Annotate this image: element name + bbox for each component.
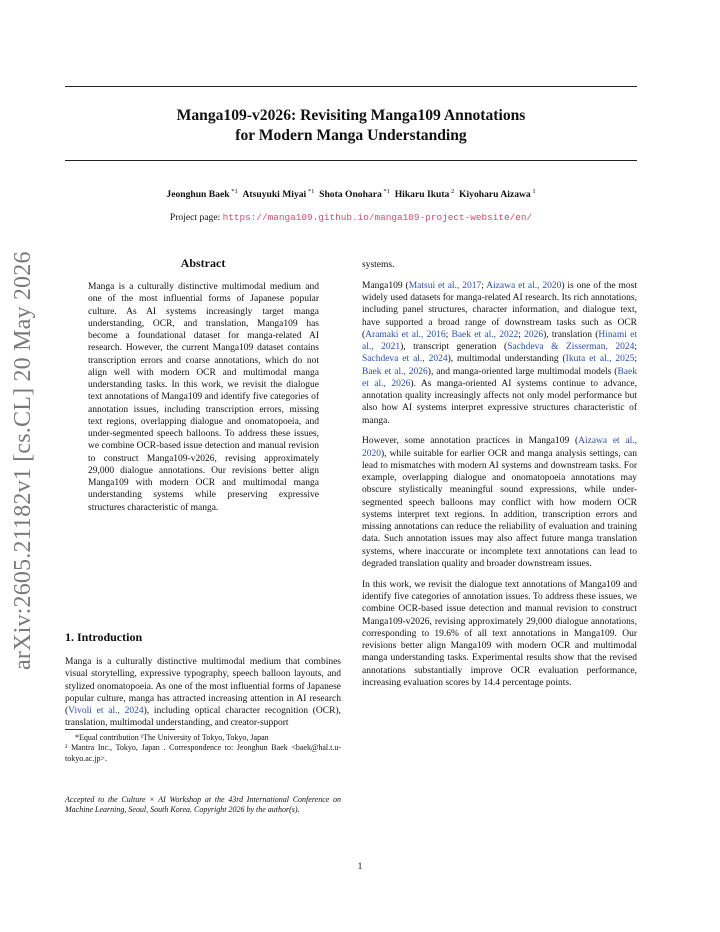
author-name: Hikaru Ikuta $^2$: [394, 188, 455, 201]
citation-link[interactable]: Matsui et al., 2017: [408, 280, 482, 291]
paragraph-text: ;: [481, 280, 487, 291]
arxiv-identifier: arXiv:2605.21182v1 [cs.CL] 20 May 2026: [10, 251, 36, 670]
abstract-text: [88, 281, 319, 514]
intro-paragraph-2: [362, 280, 637, 427]
project-url-link[interactable]: https://manga109.github.io/manga109-project-website/en/: [222, 212, 533, 223]
citation-link[interactable]: Aizawa et al., 2020: [362, 436, 637, 459]
introduction-heading: 1. Introduction: [65, 630, 143, 644]
intro-text-segment: Manga is a culturally distinctive multimodal medium that combines visual storytelling, expressive typography, speech balloon layouts, and stylized onomatopoeia. As one of the most influential forms of Japanese popular culture, manga has attracted increasing attention in AI research (: [65, 657, 341, 716]
author-name: Jeonghun Baek $^{*1}$: [166, 188, 238, 201]
paragraph-text: ;: [634, 342, 638, 353]
paragraph-text: ), transcript generation (: [400, 342, 508, 353]
paragraph-text: ), translation (: [543, 329, 599, 340]
paper-title: [65, 106, 637, 146]
project-page: [65, 212, 637, 223]
citation-link[interactable]: Aramaki et al., 2016: [365, 329, 446, 340]
citation-link[interactable]: Baek et al., 2026: [362, 366, 428, 377]
title-line-1: Manga109-v2026: Revisiting Manga109 Annotations: [176, 107, 526, 124]
paragraph-text: ;: [634, 354, 638, 365]
paragraph-text: However, some annotation practices in Manga109 (: [362, 436, 579, 447]
abstract-paragraph: Manga is a culturally distinctive multimodal medium and one of the most influential forms of Japanese popular culture. As AI systems increasingly target manga understanding, OCR, and translation, Manga109 has become a foundational dataset for manga-related AI research. However, the current Manga109 dataset contains transcription errors and coarse annotations, which do not align well with modern OCR and multimodal manga understanding tasks. In this work, we revisit the dialogue text annotations of Manga109 and identify five categories of annotation issues, including transcription errors, missing text regions, overlapping dialogue and onomatopoeia, and under-segmented speech balloons. To address these issues, we combine OCR-based issue detection and manual revision to construct Manga109-v2026, revising approximately 29,000 dialogue annotations. Our revisions better align Manga109 with modern OCR and multimodal manga understanding systems while preserving expressive structures characteristic of manga.: [88, 282, 319, 513]
page-number: 1: [357, 862, 363, 872]
author-affiliation-mark: *1: [306, 188, 315, 195]
intro-text-segment: ), including optical character recognition (OCR), translation, multimodal understanding, and creator-support: [65, 706, 341, 729]
intro-paragraph-4: In this work, we revisit the dialogue text annotations of Manga109 and identify five categories of annotation issues. To address these issues, we combine OCR-based issue detection and manual revision to construct Manga109-v2026, revising approximately 29,000 dialogue annotations, corresponding to 19.6% of all text annotations in Manga109. Our revisions better align Manga109 with modern OCR and multimodal manga understanding tasks. Experimental results show that the revised annotations substantially improve OCR evaluation performance, increasing evaluation scores by 14.4 percentage points.: [362, 579, 637, 688]
author-name: Shota Onohara $^{*1}$: [319, 188, 390, 201]
abstract-heading: Abstract: [180, 256, 226, 270]
paragraph-text: ) is one of the most widely used datasets for manga-related AI research. Its rich annotations, including panel structures, character information, and dialogue text, have supported a broad range of downstream tasks such as OCR (: [362, 280, 638, 340]
citation-link[interactable]: Sachdeva et al., 2024: [362, 354, 448, 365]
citation-link[interactable]: Ikuta et al., 2025: [565, 354, 635, 365]
paragraph-text: ). As manga-oriented AI systems continue to advance, annotation quality increasingly affects not only model performance but also how AI systems interpret expressive structures characteristic of manga.: [362, 378, 637, 426]
citation-link[interactable]: Vivoli et al., 2024: [68, 706, 144, 716]
citation-link[interactable]: 2026: [524, 329, 544, 340]
introduction-text: [65, 656, 341, 730]
paragraph-text: ), multimodal understanding (: [447, 354, 566, 365]
author-name: Atsuyuki Miyai $^{*1}$: [242, 188, 315, 201]
author-affiliation-mark: *1: [229, 188, 238, 195]
author-affiliation-mark: 2: [449, 188, 455, 195]
footnote-rule: [65, 729, 175, 730]
intro-paragraph-3: [362, 435, 637, 570]
intro-paragraph-1: [65, 656, 341, 730]
citation-link[interactable]: Aizawa et al., 2020: [486, 280, 562, 291]
right-column: [362, 259, 637, 698]
author-name: Kiyoharu Aizawa $^1$: [459, 188, 536, 201]
paragraph-text: Manga109 (: [362, 280, 409, 291]
title-bottom-rule: [65, 160, 637, 161]
paragraph-text: ;: [518, 329, 525, 340]
project-label: Project page:: [169, 212, 221, 223]
right-continuation: systems.: [362, 260, 395, 270]
acceptance-note: Accepted to the Culture × AI Workshop at the 43rd International Conference on Machine Learning, Seoul, South Korea. Copyright 2026 by the author(s).: [65, 795, 341, 815]
top-rule: [65, 86, 637, 87]
author-list: [65, 188, 637, 200]
title-line-2: for Modern Manga Understanding: [235, 127, 467, 144]
paragraph-text: ), while suitable for earlier OCR and manga analysis settings, can lead to mismatches with modern AI systems and downstream tasks. For example, overlapping dialogue and onomatopoeia annotations may obscure stylistically meaningful sound expressions, while under-segmented speech balloons may conflict with how modern OCR systems interpret text regions. In addition, transcription errors and missing annotations can reduce the reliability of evaluation and training data. Such annotation issues may also affect future manga translation systems, where inaccurate or incomplete text annotations can lead to degraded translation quality and broader downstream issues.: [362, 448, 637, 569]
footnote: [65, 733, 341, 764]
citation-link[interactable]: Hinami et al., 2021: [362, 329, 638, 353]
citation-link[interactable]: Baek et al., 2022: [451, 329, 519, 340]
author-affiliation-mark: *1: [381, 188, 390, 195]
footnote-line-1: *Equal contribution ¹The University of Tokyo, Tokyo, Japan: [75, 733, 269, 742]
footnote-line-2: ² Mantra Inc., Tokyo, Japan . Correspondence to: Jeonghun Baek <baek@hal.t.u-tokyo.ac.jp>.: [65, 743, 341, 763]
citation-link[interactable]: Baek et al., 2026: [362, 366, 637, 389]
paragraph-text: ;: [445, 329, 452, 340]
author-affiliation-mark: 1: [530, 188, 536, 195]
paragraph-text: ), and manga-oriented large multimodal models (: [427, 366, 618, 377]
citation-link[interactable]: Sachdeva & Zisserman, 2024: [507, 342, 635, 353]
